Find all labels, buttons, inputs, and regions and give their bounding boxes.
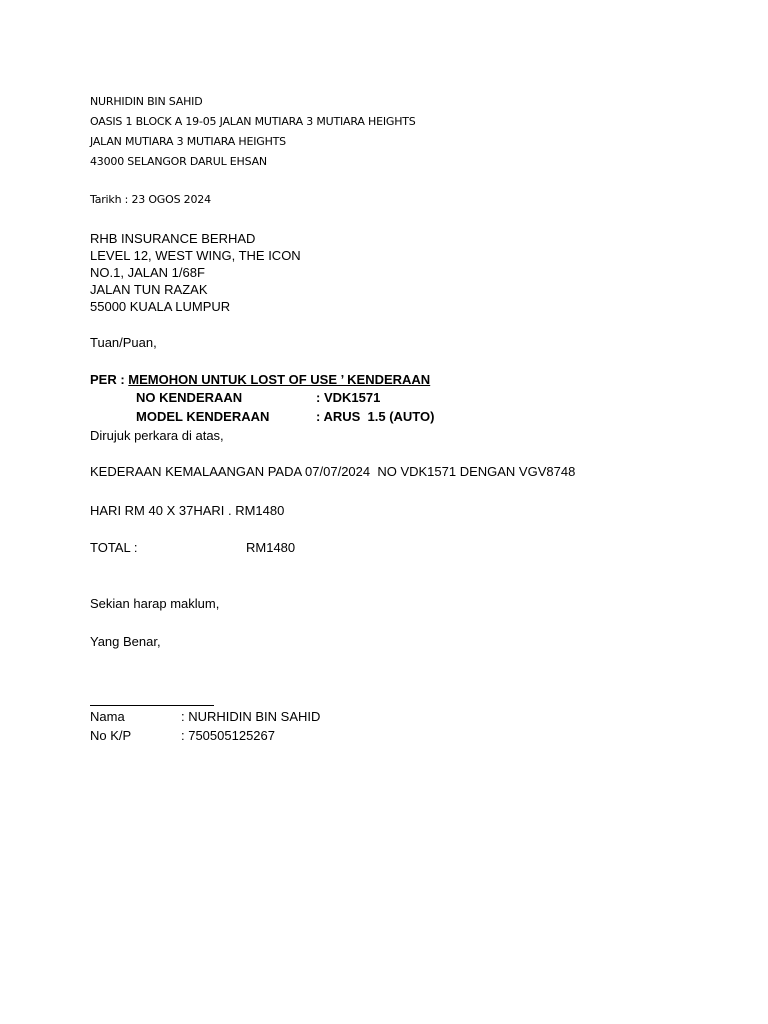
accident-statement: KEDERAAN KEMALAANGAN PADA 07/07/2024 NO VDK1571 DENGAN VGV8748 [90, 464, 576, 479]
subject-line [90, 373, 430, 386]
recipient-line-2: NO.1, JALAN 1/68F [90, 265, 205, 280]
sender-name: NURHIDIN BIN SAHID [90, 95, 203, 108]
subject-prefix: PER : [90, 372, 129, 387]
recipient-line-1: LEVEL 12, WEST WING, THE ICON [90, 248, 301, 263]
calculation-text: HARI RM 40 X 37HARI . RM1480 [90, 503, 285, 518]
reference-text: Dirujuk perkara di atas, [90, 428, 224, 443]
total-value: RM1480 [246, 540, 296, 555]
total-label: TOTAL : [90, 540, 138, 555]
recipient-line-4: 55000 KUALA LUMPUR [90, 299, 231, 314]
vehicle-model-label: MODEL KENDERAAN [136, 409, 270, 424]
vehicle-no-value: : VDK1571 [316, 390, 381, 405]
sign-off-text: Yang Benar, [90, 634, 161, 649]
recipient-line-3: JALAN TUN RAZAK [90, 282, 208, 297]
closing-text: Sekian harap maklum, [90, 596, 220, 611]
vehicle-model-value: : ARUS 1.5 (AUTO) [316, 409, 435, 424]
signature-line [90, 705, 214, 706]
signatory-name-label: Nama [90, 709, 125, 724]
signatory-id-value: : 750505125267 [181, 728, 275, 743]
signatory-name-value: : NURHIDIN BIN SAHID [181, 709, 321, 724]
sender-address-line-1: OASIS 1 BLOCK A 19-05 JALAN MUTIARA 3 MUTIARA HEIGHTS [90, 115, 416, 128]
salutation: Tuan/Puan, [90, 335, 157, 350]
sender-address-line-2: JALAN MUTIARA 3 MUTIARA HEIGHTS [90, 135, 286, 148]
sender-address-line-3: 43000 SELANGOR DARUL EHSAN [90, 155, 267, 168]
signatory-id-label: No K/P [90, 728, 132, 743]
letter-date: Tarikh : 23 OGOS 2024 [90, 193, 211, 206]
vehicle-no-label: NO KENDERAAN [136, 390, 243, 405]
subject-title: MEMOHON UNTUK LOST OF USE ’ KENDERAAN [128, 372, 431, 387]
recipient-name: RHB INSURANCE BERHAD [90, 231, 256, 246]
